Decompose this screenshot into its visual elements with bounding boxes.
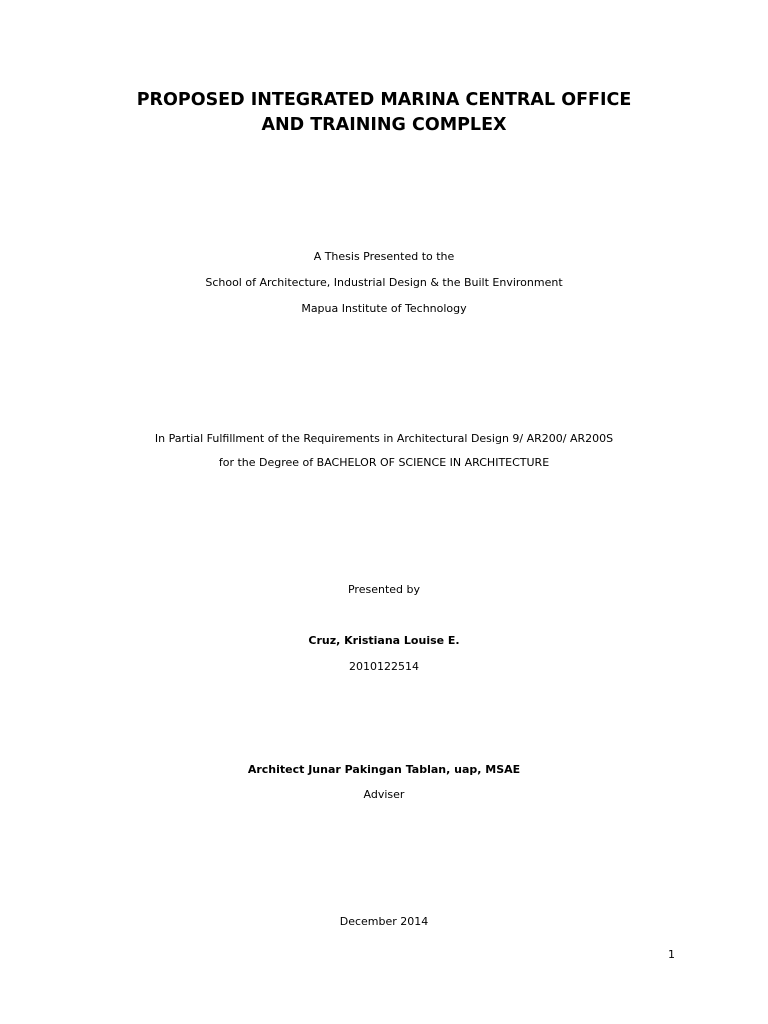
adviser-name: Architect Junar Pakingan Tablan, uap, MSAE (247, 763, 521, 776)
school-name: School of Architecture, Industrial Design & the Built Environment (205, 276, 563, 289)
author-name: Cruz, Kristiana Louise E. (308, 634, 460, 647)
thesis-date: December 2014 (339, 915, 429, 928)
adviser-label: Adviser (363, 788, 405, 801)
thesis-title-line-2: AND TRAINING COMPLEX (261, 115, 507, 135)
institution-name: Mapua Institute of Technology (301, 302, 467, 315)
thesis-title-line-1: PROPOSED INTEGRATED MARINA CENTRAL OFFICE (136, 90, 632, 110)
fulfillment-line-2: for the Degree of BACHELOR OF SCIENCE IN ARCHITECTURE (218, 456, 550, 469)
student-number: 2010122514 (349, 660, 419, 673)
page-number: 1 (668, 948, 675, 961)
presented-by-label: Presented by (347, 583, 420, 596)
fulfillment-line-1: In Partial Fulfillment of the Requirements in Architectural Design 9/ AR200/ AR200S (154, 432, 614, 445)
presented-to-intro: A Thesis Presented to the (313, 250, 455, 263)
